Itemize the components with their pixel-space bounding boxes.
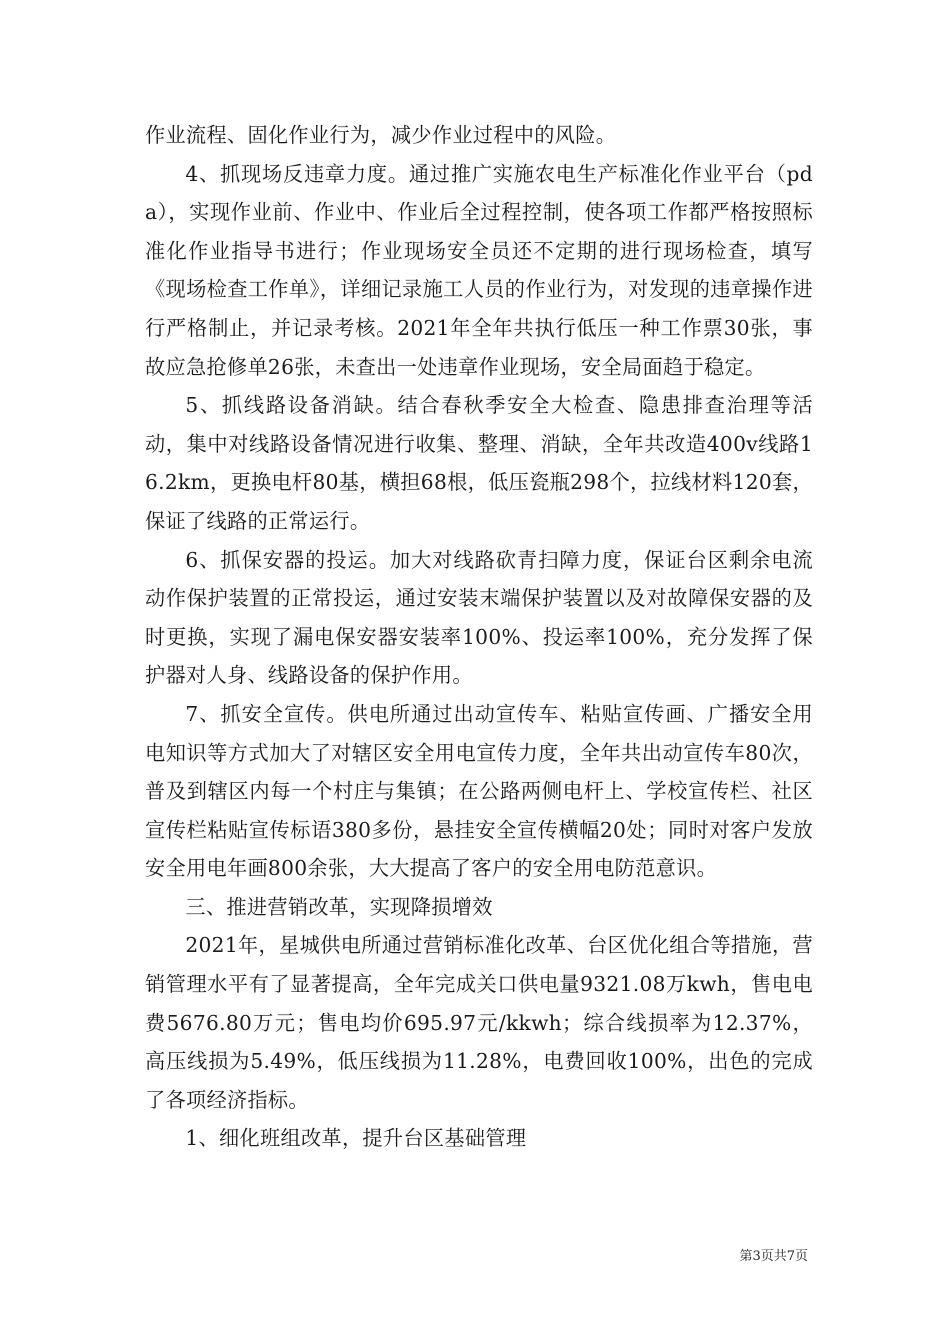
subheading-team-reform: 1、细化班组改革，提升台区基础管理 [185,1126,527,1151]
page-number: 第3页共7页 [739,1249,808,1264]
paragraph-safety-publicity: 7、抓安全宣传。供电所通过出动宣传车、粘贴宣传画、广播安全用电知识等方式加大了对辖区安全用电宣传力度，全年共出动宣传车80次，普及到辖区内每一个村庄与集镇；在公路两侧电杆上、学校宣传栏、社区宣传栏粘贴宣传标语380多份，悬挂安全宣传横幅20处；同时对客户发放安全用电年画800余张，大大提高了客户的安全用电防范意识。 [145,701,813,881]
paragraph-anti-violation: 4、抓现场反违章力度。通过推广实施农电生产标准化作业平台（pda），实现作业前、作业中、作业后全过程控制，使各项工作都严格按照标准化作业指导书进行；作业现场安全员还不定期的进行现场检查，填写《现场检查工作单》，详细记录施工人员的作业行为，对发现的违章操作进行严格制止，并记录考核。2021年全年共执行低压一种工作票30张，事故应急抢修单26张，未查出一处违章作业现场，安全局面趋于稳定。 [145,161,813,379]
paragraph-marketing-results: 2021年，星城供电所通过营销标准化改革、台区优化组合等措施，营销管理水平有了显著提高，全年完成关口供电量9321.08万kwh，售电电费5676.80万元；售电均价695.97元/kkwh；综合线损率为12.37%，高压线损为5.49%，低压线损为11.28%，电费回收100%，出色的完成了各项经济指标。 [145,933,813,1112]
paragraph-continuation: 作业流程、固化作业行为，减少作业过程中的风险。 [145,123,617,147]
paragraph-line-defects: 5、抓线路设备消缺。结合春秋季安全大检查、隐患排查治理等活动，集中对线路设备情况进行收集、整理、消缺，全年共改造400v线路16.2km，更换电杆80基，横担68根，低压瓷瓶298个，拉线材料120套，保证了线路的正常运行。 [145,393,813,533]
section-heading-marketing-reform: 三、推进营销改革，实现降损增效 [185,894,493,919]
paragraph-protector-operation: 6、抓保安器的投运。加大对线路砍青扫障力度，保证台区剩余电流动作保护装置的正常投运，通过安装末端保护装置以及对故障保安器的及时更换，实现了漏电保安器安装率100%、投运率100%，充分发挥了保护器对人身、线路设备的保护作用。 [145,547,813,688]
document-body [145,116,813,1158]
